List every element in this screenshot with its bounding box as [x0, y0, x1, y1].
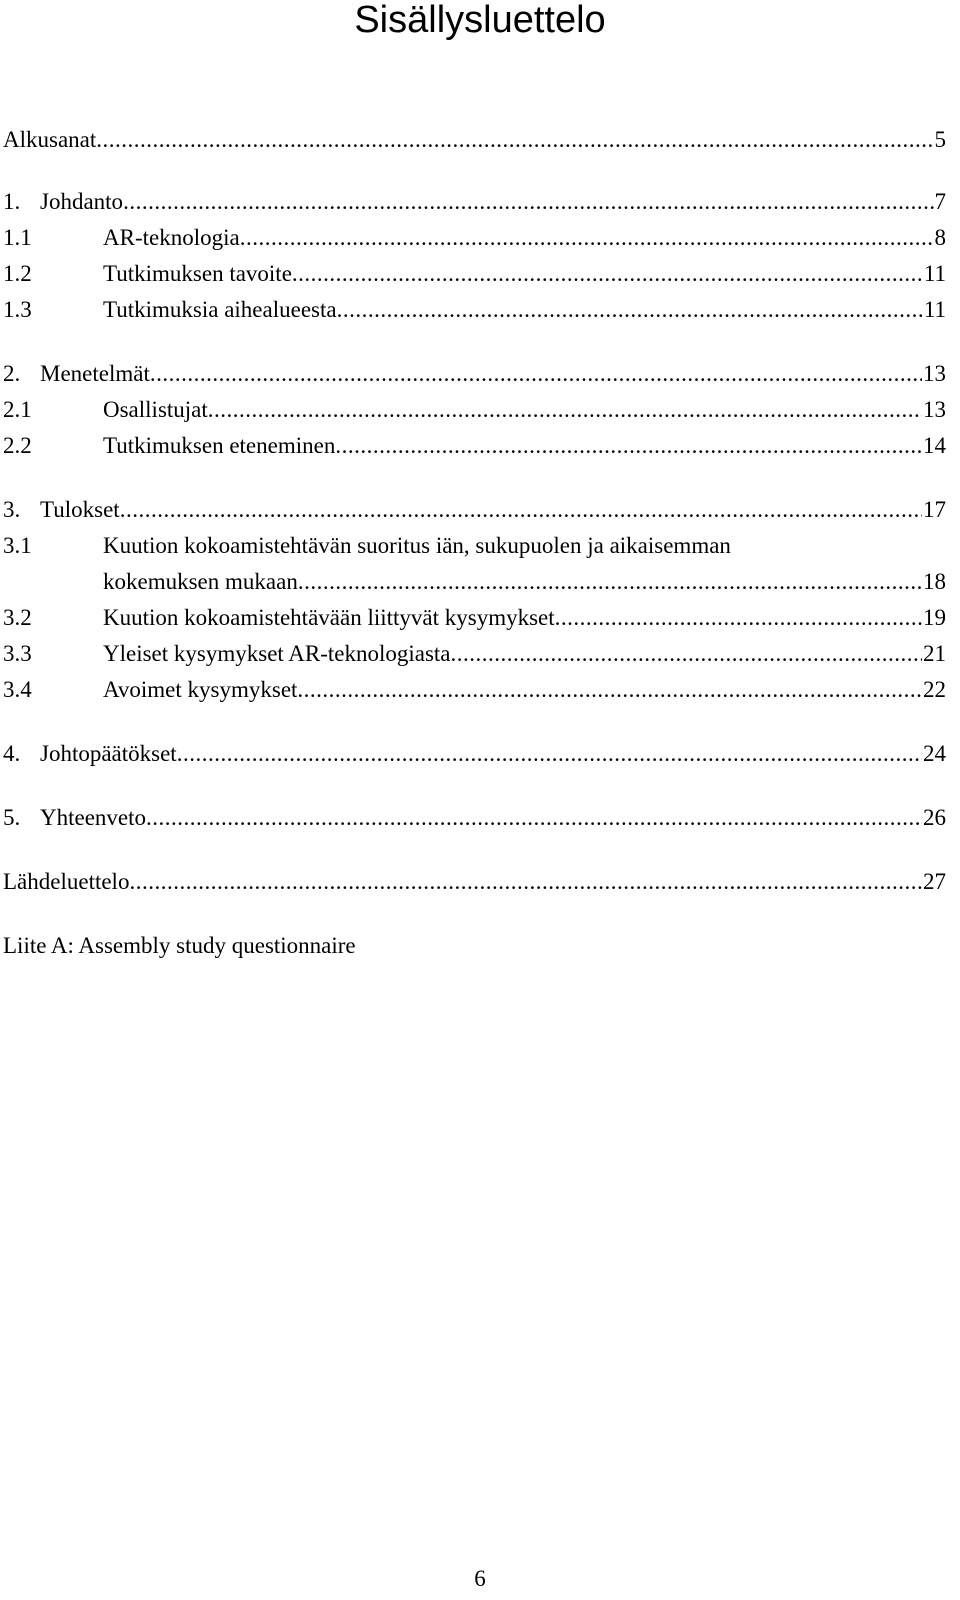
toc-entry-menetelmat[interactable]	[3, 356, 946, 392]
dot-leader	[150, 356, 922, 392]
dot-leader	[120, 492, 922, 528]
toc-label: Menetelmät	[40, 361, 150, 386]
toc-entry-johdanto[interactable]	[3, 184, 946, 220]
toc-number: 1.	[3, 189, 21, 214]
toc-number: 3.1	[3, 533, 32, 558]
toc-entry-tutkimuksia-aihealueesta[interactable]	[3, 292, 946, 328]
page-number: 6	[474, 1566, 486, 1591]
toc-number: 3.4	[3, 677, 32, 702]
toc-page-number: 11	[923, 261, 946, 286]
toc-entry-suoritus-first-line[interactable]	[3, 528, 731, 564]
toc-entry-johtopaatokset[interactable]	[3, 736, 946, 772]
toc-label: Lähdeluettelo	[3, 869, 130, 894]
toc-entry-avoimet-kysymykset[interactable]	[3, 672, 946, 708]
toc-page-number: 21	[923, 641, 946, 666]
toc-page-number: 5	[934, 127, 946, 152]
dot-leader	[177, 736, 922, 772]
toc-label: Tutkimuksen eteneminen	[103, 433, 336, 458]
dot-leader	[298, 564, 922, 600]
toc-page-number: 18	[923, 569, 946, 594]
toc-entry-tutkimuksen-eteneminen[interactable]	[3, 428, 946, 464]
toc-number: 1.1	[3, 225, 32, 250]
toc-entry-tutkimuksen-tavoite[interactable]	[3, 256, 946, 292]
toc-label: Johdanto	[40, 189, 124, 214]
toc-label: Yhteenveto	[40, 805, 147, 830]
toc-label: Johtopäätökset	[40, 741, 177, 766]
toc-entry-tulokset[interactable]	[3, 492, 946, 528]
toc-entry-lahdeluettelo[interactable]	[3, 864, 946, 900]
toc-number: 3.	[3, 497, 21, 522]
toc-label: Osallistujat	[103, 397, 208, 422]
toc-number: 2.1	[3, 397, 32, 422]
dot-leader	[297, 672, 922, 708]
toc-number: 3.3	[3, 641, 32, 666]
toc-page-number: 7	[934, 189, 946, 214]
toc-entry-ar-teknologia[interactable]	[3, 220, 946, 256]
toc-page-number: 27	[923, 869, 946, 894]
toc-number: 5.	[3, 805, 21, 830]
toc-number: 1.2	[3, 261, 32, 286]
toc-page-number: 19	[923, 605, 946, 630]
toc-page-number: 8	[934, 225, 946, 250]
toc-number: 1.3	[3, 297, 32, 322]
toc-page-number: 22	[923, 677, 946, 702]
dot-leader	[292, 256, 923, 292]
toc-label-continued: kokemuksen mukaan	[103, 569, 298, 594]
toc-label: Liite A: Assembly study questionnaire	[3, 933, 356, 958]
dot-leader	[337, 292, 923, 328]
toc-page-number: 13	[923, 361, 946, 386]
toc-entry-yleiset-kysymykset[interactable]	[3, 636, 946, 672]
toc-page-number: 13	[923, 397, 946, 422]
page-title: Sisällysluettelo	[354, 0, 606, 41]
toc-label: Kuution kokoamistehtävän suoritus iän, sukupuolen ja aikaisemman	[103, 533, 731, 558]
toc-label: Alkusanat	[3, 127, 97, 152]
toc-label: Tutkimuksia aihealueesta	[103, 297, 337, 322]
toc-label: Tutkimuksen tavoite	[103, 261, 292, 286]
toc-label: Yleiset kysymykset AR-teknologiasta	[103, 641, 451, 666]
toc-page-number: 26	[923, 805, 946, 830]
toc-entry-alkusanat[interactable]	[3, 122, 946, 158]
toc-number: 2.	[3, 361, 21, 386]
toc-entry-kysymykset[interactable]	[3, 600, 946, 636]
dot-leader	[129, 864, 922, 900]
toc-label: AR-teknologia	[103, 225, 240, 250]
dot-leader	[335, 428, 922, 464]
dot-leader	[146, 800, 922, 836]
dot-leader	[240, 220, 934, 256]
toc-entry-osallistujat[interactable]	[3, 392, 946, 428]
toc-entry-liite-a[interactable]	[3, 928, 356, 964]
dot-leader	[208, 392, 922, 428]
dot-leader	[123, 184, 933, 220]
toc-number: 4.	[3, 741, 21, 766]
toc-label: Tulokset	[40, 497, 120, 522]
toc-number: 2.2	[3, 433, 32, 458]
toc-entry-suoritus[interactable]	[103, 564, 946, 600]
toc-page-number: 24	[923, 741, 946, 766]
toc-label: Kuution kokoamistehtävään liittyvät kysymykset	[103, 605, 555, 630]
toc-entry-yhteenveto[interactable]	[3, 800, 946, 836]
toc-number: 3.2	[3, 605, 32, 630]
toc-page-number: 14	[923, 433, 946, 458]
toc-page-number: 17	[923, 497, 946, 522]
dot-leader	[96, 122, 933, 158]
dot-leader	[451, 636, 922, 672]
dot-leader	[555, 600, 922, 636]
toc-label: Avoimet kysymykset	[103, 677, 298, 702]
toc-page-number: 11	[923, 297, 946, 322]
